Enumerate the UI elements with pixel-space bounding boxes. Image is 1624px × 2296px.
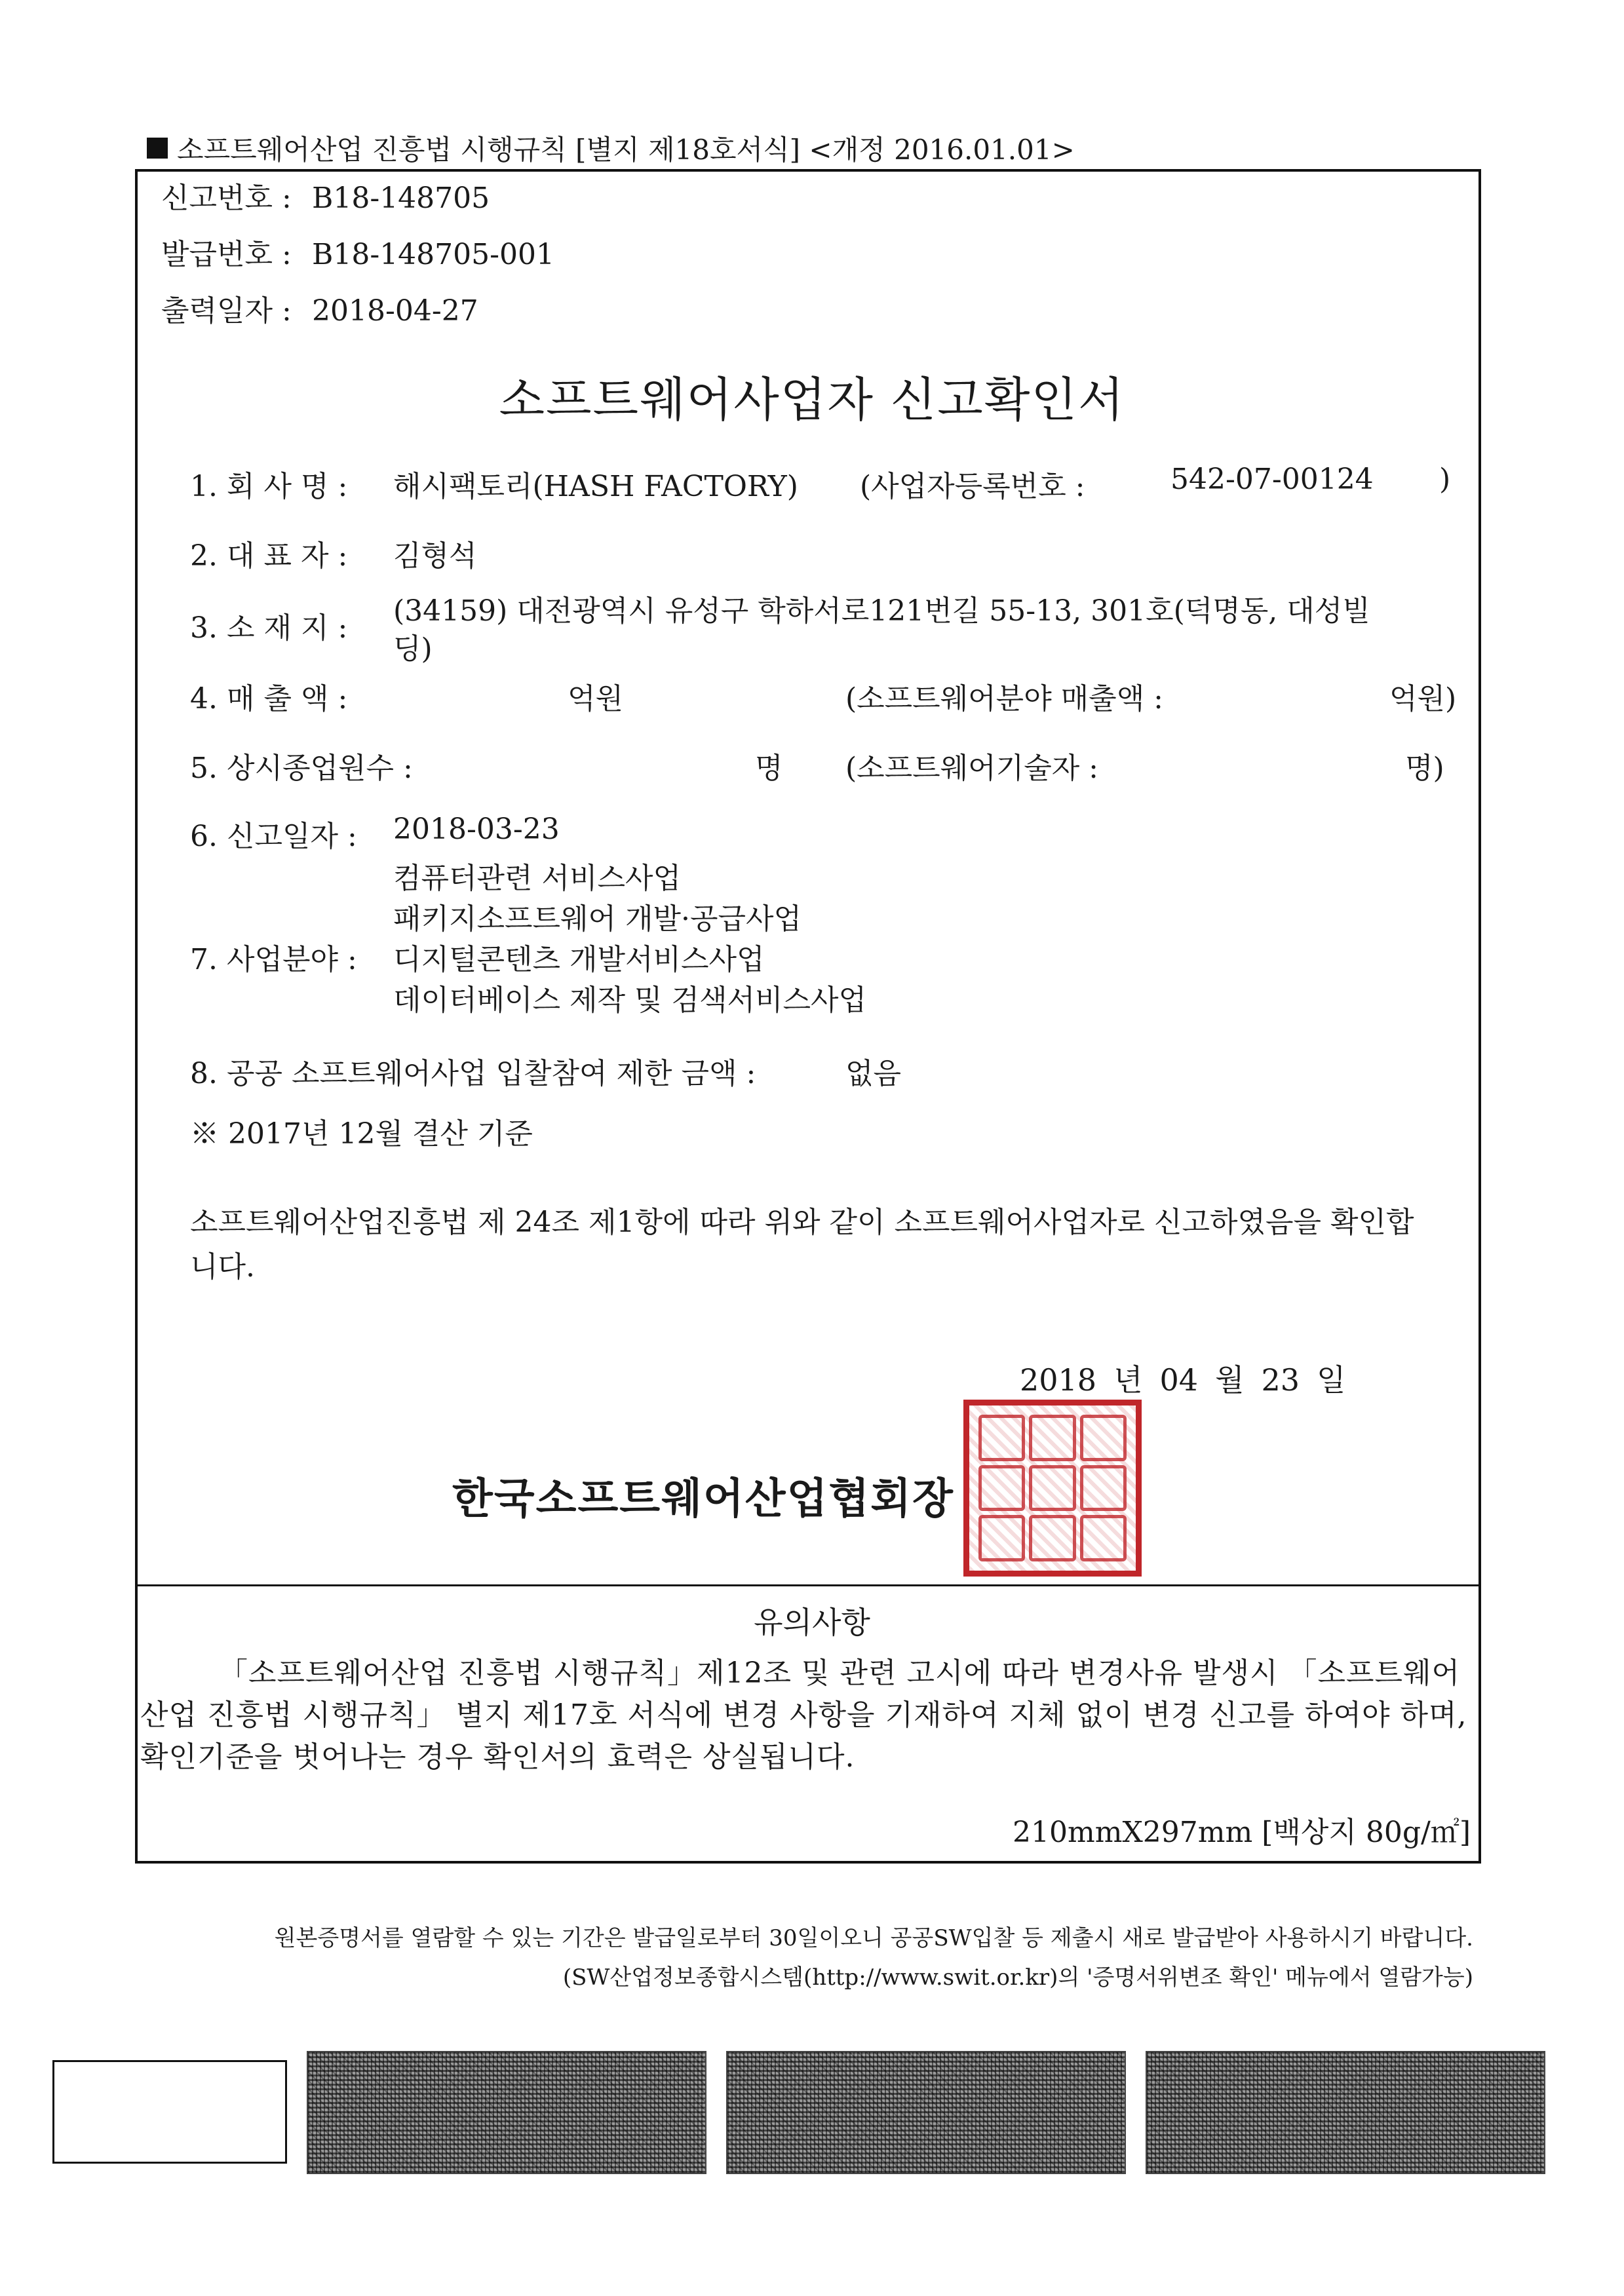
issue-number-label: 발급번호 : (161, 238, 292, 271)
issue-number-value: B18-148705-001 (312, 238, 555, 271)
report-date-value: 2018-03-23 (393, 813, 560, 846)
footer-url-note: (SW산업정보종합시스템(http://www.swit.or.kr)의 '증명서위변조 확인' 메뉴에서 열람가능) (562, 1964, 1473, 1991)
address-label: 3. 소 재 지 : (190, 611, 348, 645)
business-field-item: 패키지소프트웨어 개발·공급사업 (393, 902, 802, 936)
issue-month: 04 (1159, 1362, 1199, 1398)
issue-year: 2018 (1020, 1362, 1097, 1398)
sales-label: 4. 매 출 액 : (190, 682, 348, 716)
regno-value: 542-07-00124 (1170, 463, 1374, 496)
sw-engineers-unit: 명) (1405, 752, 1444, 785)
print-date-label: 출력일자 : (161, 294, 292, 328)
business-field-item: 데이터베이스 제작 및 검색서비스사업 (393, 984, 867, 1017)
basis-note: ※ 2017년 12월 결산 기준 (190, 1117, 533, 1151)
security-code-image (307, 2051, 706, 2174)
form-header (147, 128, 1075, 168)
issue-date (1020, 1356, 1363, 1400)
sw-engineers-label: (소프트웨어기술자 : (845, 752, 1099, 785)
confirmation-statement: 소프트웨어산업진흥법 제 24조 제1항에 따라 위와 같이 소프트웨어사업자로 신고하였음을 확인합니다. (190, 1206, 1414, 1284)
regno-label: (사업자등록번호 : (860, 470, 1085, 503)
business-field-item: 컴퓨터관련 서비스사업 (393, 862, 682, 895)
report-number-label: 신고번호 : (161, 182, 292, 215)
report-number-value: B18-148705 (312, 182, 490, 215)
company-label: 1. 회 사 명 : (190, 470, 348, 503)
notice-divider (135, 1584, 1481, 1586)
issue-month-unit: 월 (1215, 1362, 1245, 1398)
issuer-name: 한국소프트웨어산업협회장 (452, 1475, 954, 1523)
report-number (161, 174, 490, 216)
notice-body: 「소프트웨어산업 진흥법 시행규칙」제12조 및 관련 고시에 따라 변경사유 발생시 「소프트웨어산업 진흥법 시행규칙」 별지 제17호 서식에 변경 사항을 기재하여 지체 없이 변경 신고를 하여야 하며, 확인기준을 벗어나는 경우 확인서의 효력은 상실됩니다. (140, 1656, 1467, 1774)
issue-day: 23 (1261, 1362, 1300, 1398)
square-bullet-icon (147, 138, 168, 159)
business-fields-label: 7. 사업분야 : (190, 943, 357, 976)
regno-close: ) (1439, 463, 1451, 496)
ceo-label: 2. 대 표 자 : (190, 539, 348, 573)
paper-size: 210mmX297mm [백상지 80g/㎡] (1013, 1816, 1471, 1849)
document-title: 소프트웨어사업자 신고확인서 (499, 372, 1125, 427)
issue-year-unit: 년 (1113, 1362, 1143, 1398)
print-date-value: 2018-04-27 (312, 294, 478, 328)
form-header-text: 소프트웨어산업 진흥법 시행규칙 [별지 제18호서식] <개정 2016.01.01> (177, 134, 1075, 166)
security-code-image (726, 2051, 1126, 2174)
sw-sales-label: (소프트웨어분야 매출액 : (845, 682, 1164, 716)
issue-day-unit: 일 (1317, 1362, 1346, 1398)
report-date-label: 6. 신고일자 : (190, 820, 357, 853)
address-line2: 딩) (393, 632, 433, 666)
print-date (161, 287, 478, 329)
ceo-value: 김형석 (393, 539, 477, 573)
blank-box (52, 2060, 287, 2164)
issue-number (161, 231, 554, 273)
company-value: 해시팩토리(HASH FACTORY) (393, 470, 798, 503)
business-field-item: 디지털콘텐츠 개발서비스사업 (393, 943, 765, 976)
footer-note: 원본증명서를 열람할 수 있는 기간은 발급일로부터 30일이오니 공공SW입찰 등 제출시 새로 발급받아 사용하시기 바랍니다. (274, 1925, 1473, 1951)
security-code-image (1146, 2051, 1545, 2174)
address-line1: (34159) 대전광역시 유성구 학하서로121번길 55-13, 301호(덕명동, 대성빌 (393, 594, 1370, 628)
bid-limit-label: 8. 공공 소프트웨어사업 입찰참여 제한 금액 : (190, 1057, 756, 1090)
notice-title: 유의사항 (754, 1605, 870, 1640)
employees-unit: 명 (755, 752, 783, 785)
sw-sales-unit: 억원) (1389, 682, 1457, 716)
sales-unit: 억원 (568, 682, 624, 716)
employees-label: 5. 상시종업원수 : (190, 752, 413, 785)
official-seal-icon (963, 1400, 1142, 1577)
bid-limit-value: 없음 (845, 1057, 902, 1090)
